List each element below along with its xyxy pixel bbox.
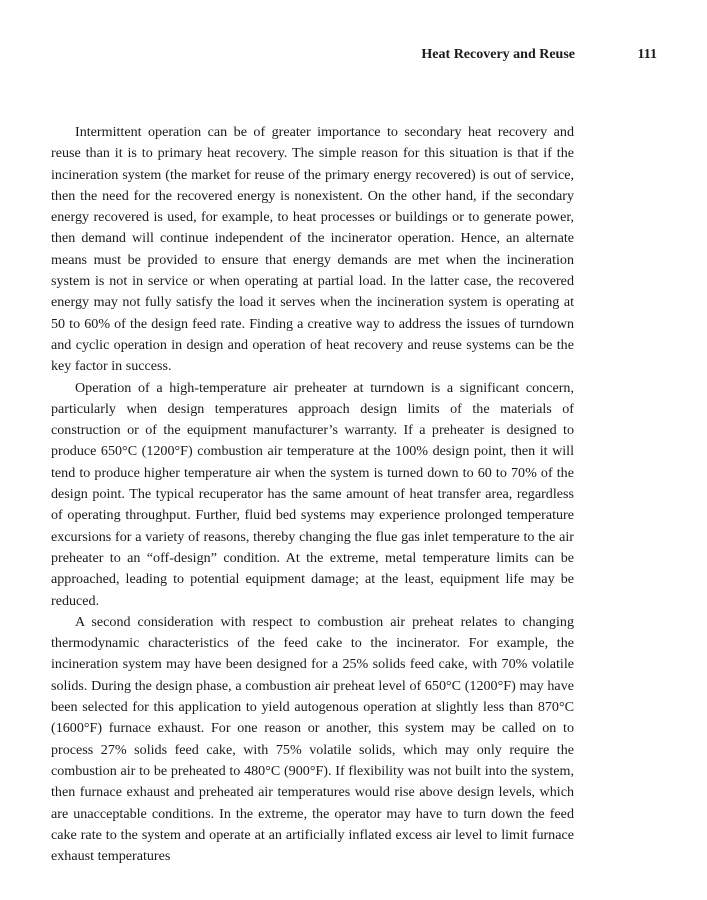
paragraph-intermittent-operation: Intermittent operation can be of greater importance to secondary heat recovery and reuse than it is to primary heat recovery. The simple reason for this situation is that if the incineration system (the market for reuse of the primary energy recovered) is out of service, then the need for the recovered energy is nonexistent. On the other hand, if the secondary energy recovered is used, for example, to heat processes or buildings or to generate power, then demand will continue independent of the incinerator operation. Hence, an alternate means must be provided to ensure that energy demands are met when the incineration system is not in service or when operating at partial load. In the latter case, the recovered energy may not fully satisfy the load it serves when the incineration system is operating at 50 to 60% of the design feed rate. Finding a creative way to address the issues of turndown and cyclic operation in design and operation of heat recovery and reuse systems can be the key factor in success. — [51, 124, 574, 375]
section-title: Heat Recovery and Reuse — [421, 47, 575, 62]
body-text — [51, 122, 574, 867]
paragraph-air-preheater-turndown: Operation of a high-temperature air preheater at turndown is a significant concern, particularly when design temperatures approach design limits of the materials of construction or of the equipment manufacturer’s warranty. If a preheater is designed to produce 650°C (1200°F) combustion air temperature at the 100% design point, then it will tend to produce higher temperature air when the system is turned down to 60 to 70% of the design point. The typical recuperator has the same amount of heat transfer area, regardless of operating throughput. Further, fluid bed systems may experience prolonged temperature excursions for a variety of reasons, thereby changing the flue gas inlet temperature to the air preheater to an “off-design” condition. At the extreme, metal temperature limits can be approached, leading to potential equipment damage; at the least, equipment life may be reduced. — [51, 379, 574, 609]
page-number: 111 — [637, 47, 657, 62]
paragraph-feed-cake-characteristics: A second consideration with respect to combustion air preheat relates to changing thermodynamic characteristics of the feed cake to the incinerator. For example, the incineration system may have been designed for a 25% solids feed cake, with 70% volatile solids. During the design phase, a combustion air preheat level of 650°C (1200°F) may have been selected for this application to yield autogenous operation at slightly less than 870°C (1600°F) furnace exhaust. For one reason or another, this system may be called on to process 27% solids feed cake, with 75% volatile solids, which may only require the combustion air to be preheated to 480°C (900°F). If flexibility was not built into the system, then furnace exhaust and preheated air temperatures would rise above design levels, which are unacceptable conditions. In the extreme, the operator may have to turn down the feed cake rate to the system and operate at an artificially inflated excess air level to limit furnace exhaust temperatures — [51, 613, 574, 865]
running-header — [51, 47, 657, 69]
